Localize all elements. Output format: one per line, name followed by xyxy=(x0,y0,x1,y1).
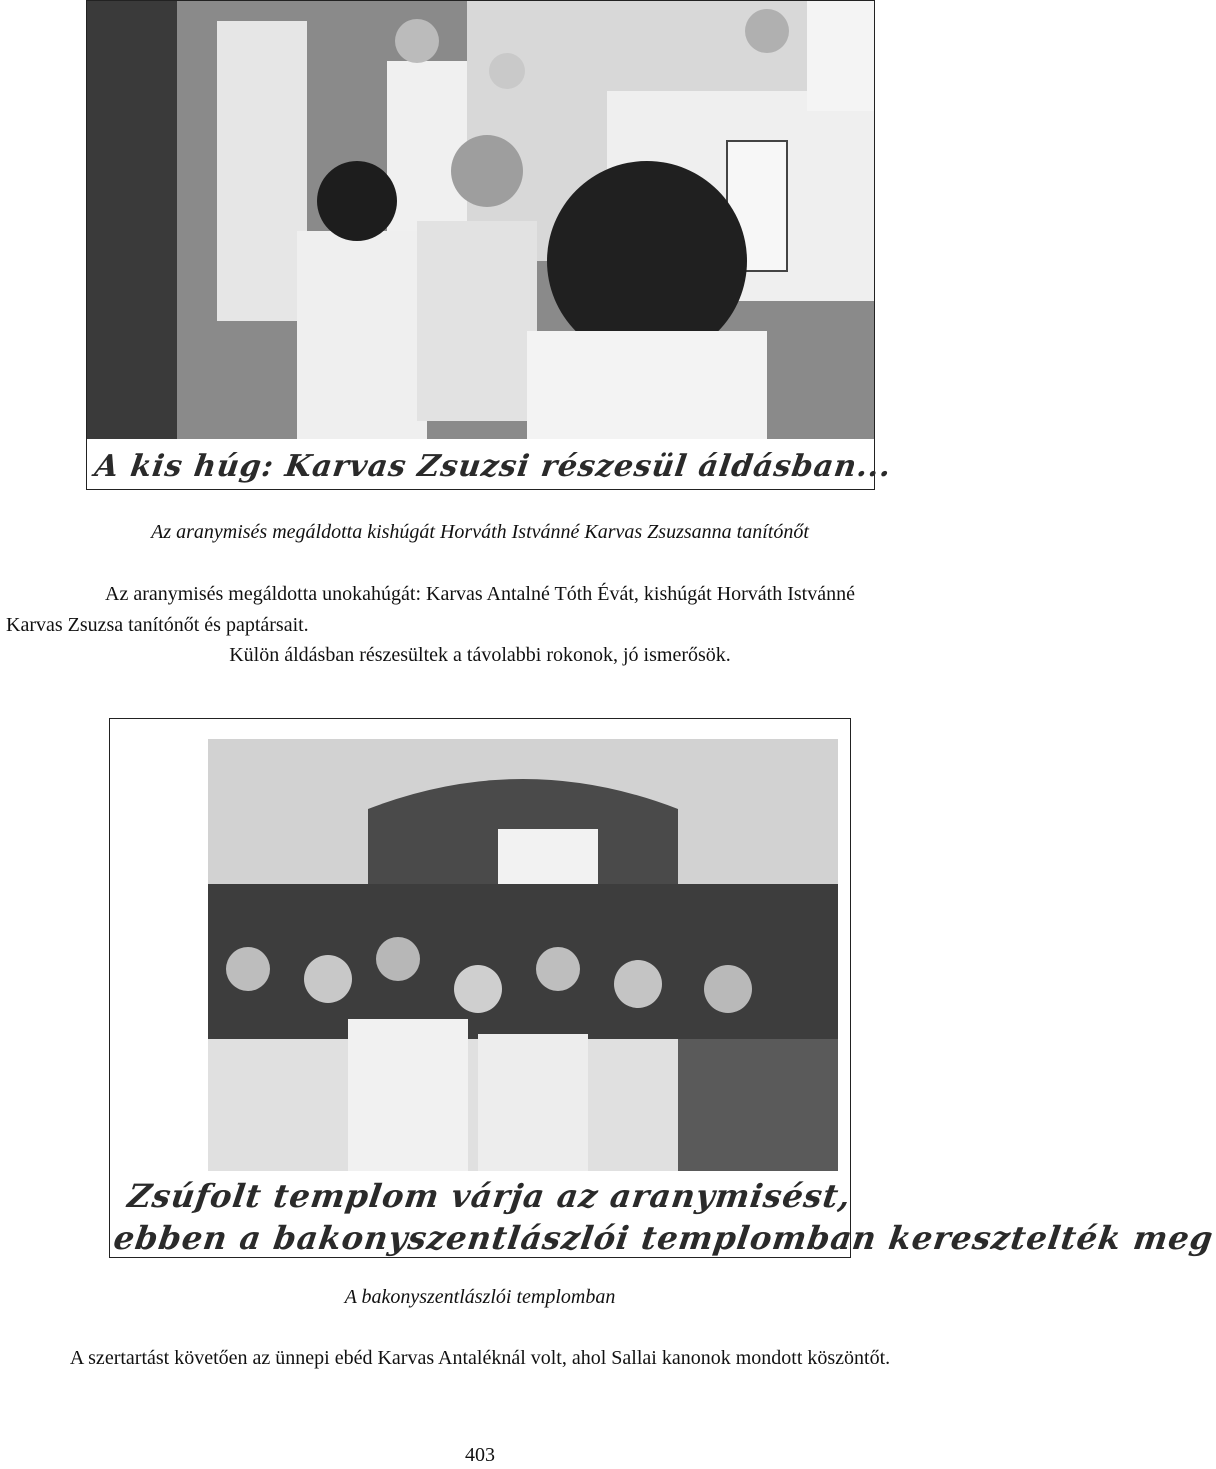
handwritten-caption-2-line-1: Zsúfolt templom várja az aranymisést, xyxy=(125,1177,854,1215)
photo-blessing-image xyxy=(87,1,874,439)
photo-church-image xyxy=(208,739,838,1171)
photo-blessing xyxy=(86,0,894,490)
handwritten-caption-2-line-2: ebben a bakonyszentlászlói templomban keresztelték meg xyxy=(111,1219,1216,1257)
paragraph-2: A szertartást követően az ünnepi ebéd Karvas Antaléknál volt, ahol Sallai kanonok mondott köszöntőt. xyxy=(69,1347,891,1369)
paragraph-1-line-1: Az aranymisés megáldotta unokahúgát: Karvas Antalné Tóth Évát, kishúgát Horváth Istvánné xyxy=(105,583,855,605)
blessing-scene-illustration xyxy=(87,1,874,439)
photo-caption-1: Az aranymisés megáldotta kishúgát Horváth Istvánné Karvas Zsuzsanna tanítónőt xyxy=(151,521,809,543)
page-number: 403 xyxy=(465,1444,495,1466)
church-scene-illustration xyxy=(208,739,838,1171)
photo-church-congregation xyxy=(109,718,1216,1258)
photo-caption-2: A bakonyszentlászlói templomban xyxy=(344,1286,616,1308)
handwritten-caption-1: A kis húg: Karvas Zsuzsi részesül áldásban... xyxy=(92,449,894,484)
paragraph-1-line-3: Külön áldásban részesültek a távolabbi rokonok, jó ismerősök. xyxy=(229,644,731,666)
paragraph-1-line-2: Karvas Zsuzsa tanítónőt és paptársait. xyxy=(6,614,309,636)
